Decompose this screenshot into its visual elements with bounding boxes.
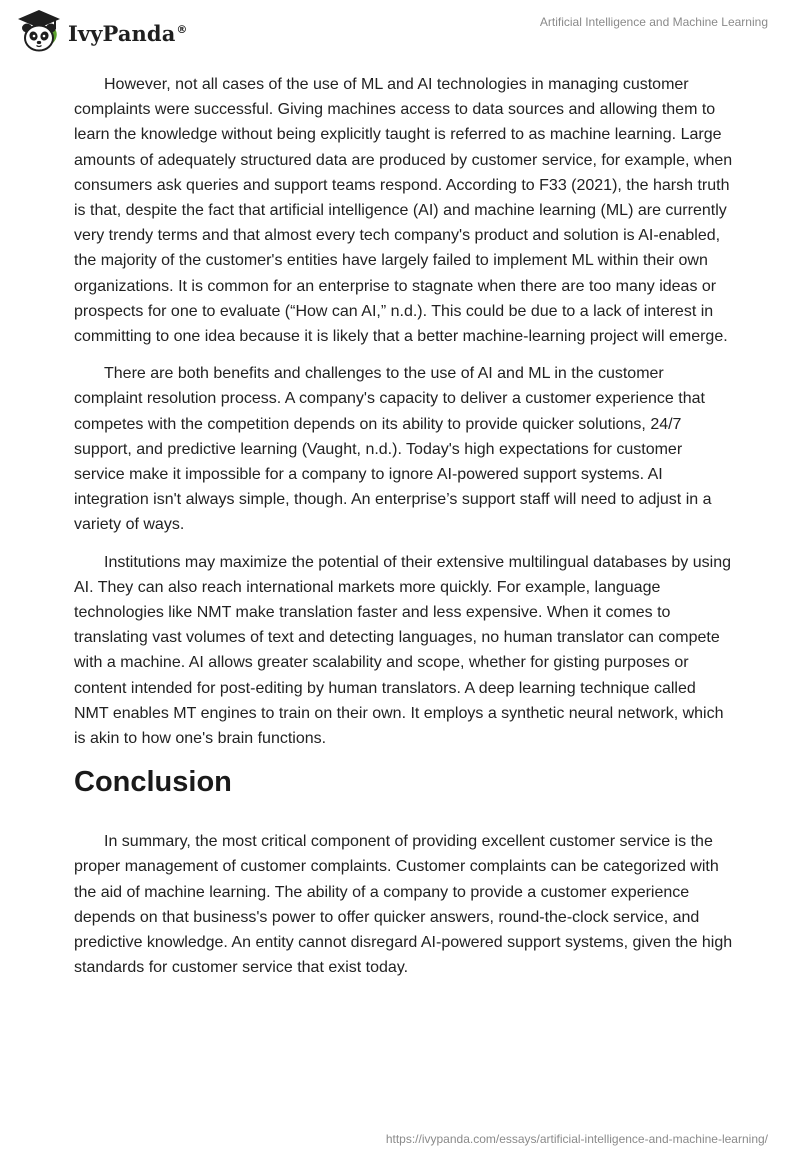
- source-url[interactable]: https://ivypanda.com/essays/artificial-intelligence-and-machine-learning/: [385, 1132, 768, 1146]
- brand-name: IvyPanda®: [68, 20, 188, 46]
- conclusion-paragraph: In summary, the most critical component of providing excellent customer service is the proper management of customer complaints. Customer complaints can be categorized with the aid of machine learning. The ability of a company to provide a customer experience depends on that business's power to offer quicker answers, round-the-clock service, and predictive knowledge. An entity cannot disregard AI-powered support systems, given the high standards for customer service that exist today.: [74, 833, 733, 977]
- body-paragraph-2: There are both benefits and challenges to the use of AI and ML in the customer complaint resolution process. A company's capacity to deliver a customer experience that competes with the competition depends on its ability to provide quicker solutions, 24/7 support, and predictive learning (Vaught, n.d.). Today's high expectations for customer service make it impossible for a company to ignore AI-powered support systems. AI integration isn't always simple, though. An enterprise’s support staff will need to adjust in a variety of ways.: [74, 365, 712, 534]
- registered-mark: ®: [176, 22, 188, 36]
- essay-content: [74, 72, 734, 993]
- brand-logo[interactable]: [14, 8, 188, 54]
- body-paragraph-3: Institutions may maximize the potential of their extensive multilingual databases by using AI. They can also reach international markets more quickly. For example, language technologies like NMT make translation faster and less expensive. When it comes to translating vast volumes of text and detecting languages, no human translator can compete with a machine. AI allows greater scalability and scope, whether for gisting purposes or content intended for post-editing by human translators. A deep learning technique called NMT enables MT engines to train on their own. It employs a synthetic neural network, which is akin to how one's brain functions.: [74, 553, 731, 748]
- body-paragraph-1: However, not all cases of the use of ML and AI technologies in managing customer complaints were successful. Giving machines access to data sources and allowing them to learn the knowledge without being explicitly taught is referred to as machine learning. Large amounts of adequately structured data are produced by customer service, for example, when consumers ask queries and support teams respond. According to F33 (2021), the harsh truth is that, despite the fact that artificial intelligence (AI) and machine learning (ML) are currently very trendy terms and that almost every tech company's product and solution is AI-enabled, the majority of the customer's entities have largely failed to implement ML within their own organizations. It is common for an enterprise to stagnate when there are too many ideas or prospects for one to evaluate (“How can AI,” n.d.). This could be due to a lack of interest in committing to one idea because it is likely that a better machine-learning project will emerge.: [74, 76, 733, 346]
- page-header: [0, 0, 800, 60]
- conclusion-heading: Conclusion: [74, 766, 232, 799]
- document-title: Artificial Intelligence and Machine Learning: [539, 15, 768, 29]
- panda-logo-icon: [14, 8, 64, 54]
